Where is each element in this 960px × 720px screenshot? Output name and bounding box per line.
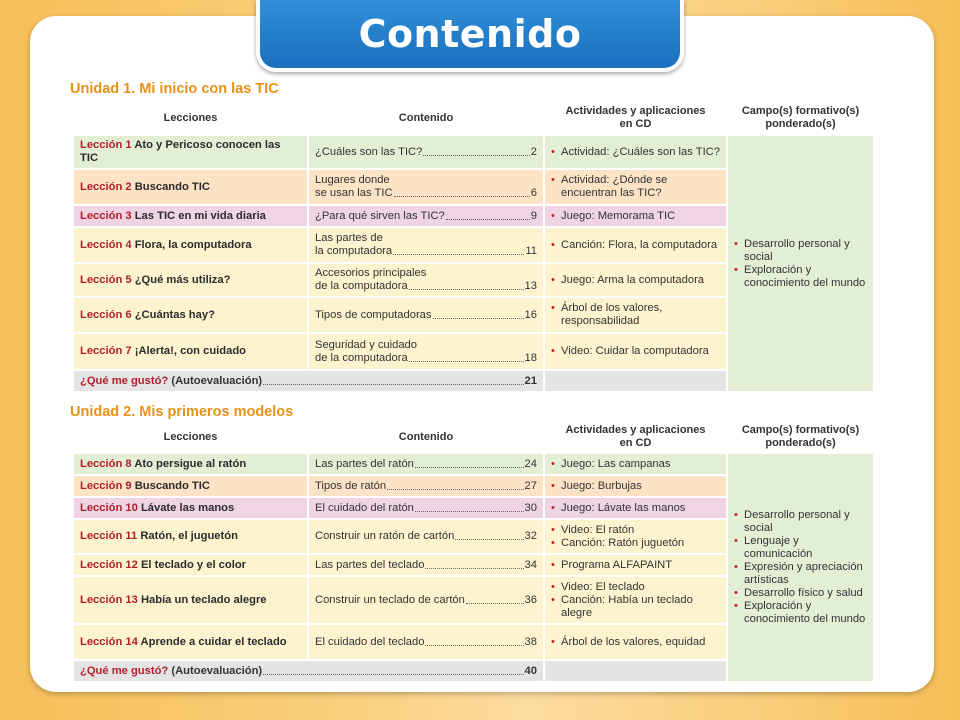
content-text: Las partes de: [315, 232, 383, 244]
autoevaluacion-question: ¿Qué me gustó?: [80, 374, 169, 387]
content-line: [315, 559, 537, 572]
content-cell: [309, 498, 543, 518]
lesson-name: Buscando TIC: [134, 180, 210, 193]
autoevaluacion-label: [80, 665, 262, 678]
header-lecciones: Lecciones: [74, 422, 307, 452]
autoevaluacion-text: (Autoevaluación): [171, 664, 263, 677]
autoevaluacion-empty-cell: [545, 371, 726, 391]
activity-item: • Juego: Memorama TIC: [551, 210, 720, 223]
header-actividades: Actividades y aplicaciones en CD: [545, 422, 726, 452]
lesson-number: Lección 9: [80, 479, 132, 492]
content-cell: [309, 170, 543, 204]
content-cell: [309, 520, 543, 553]
lesson-cell: [74, 206, 307, 226]
content-text: Construir un teclado de cartón: [315, 593, 465, 606]
activity-item: • Juego: Lávate las manos: [551, 502, 720, 515]
lesson-number: Lección 8: [80, 457, 132, 470]
activity-item: • Canción: Había un teclado alegre: [551, 594, 720, 620]
activities-cell: [545, 170, 726, 204]
content-text: Las partes del ratón: [315, 457, 414, 470]
campo-list: [734, 238, 867, 290]
content-cell: [309, 454, 543, 474]
lesson-cell: [74, 498, 307, 518]
lesson-name: Ratón, el juguetón: [140, 530, 238, 542]
leader-dots: [455, 539, 523, 540]
activity-item: • Canción: Flora, la computadora: [551, 239, 720, 252]
activity-item: • Juego: Arma la computadora: [551, 274, 720, 287]
leader-dots: [423, 155, 529, 156]
content-cell: [309, 334, 543, 369]
lesson-name: ¡Alerta!, con cuidado: [134, 345, 246, 357]
content-line: [315, 245, 537, 258]
activities-list: [551, 345, 720, 358]
campo-formativo-cell: [728, 454, 873, 681]
activities-cell: [545, 454, 726, 474]
unit-2-title: Unidad 2. Mis primeros modelos: [70, 404, 294, 420]
lesson-name: Ato y Pericoso conocen las TIC: [80, 139, 281, 164]
activity-item: • Juego: Las campanas: [551, 458, 720, 471]
lesson-number: Lección 12: [80, 558, 138, 571]
activity-item: • Árbol de los valores, responsabilidad: [551, 302, 720, 328]
activity-item: • Actividad: ¿Dónde se encuentran las TIC?: [551, 174, 720, 200]
lesson-cell: [74, 625, 307, 659]
activities-cell: [545, 555, 726, 575]
lesson-name: Aprende a cuidar el teclado: [140, 635, 287, 648]
content-text: Las partes del teclado: [315, 558, 425, 571]
content-text: se usan las TIC: [315, 187, 393, 199]
activities-list: [551, 636, 720, 649]
activities-cell: [545, 228, 726, 262]
campo-list: [734, 509, 867, 626]
leader-dots: [263, 674, 523, 675]
table-row: [74, 454, 873, 474]
leader-dots: [409, 289, 524, 290]
activities-list: [551, 524, 720, 550]
lesson-number: Lección 14: [80, 635, 138, 648]
content-line: [315, 352, 537, 365]
activities-list: [551, 581, 720, 620]
table-row: [74, 136, 873, 168]
content-text: Accesorios principales: [315, 267, 427, 279]
activities-list: [551, 302, 720, 328]
page-number: 16: [524, 308, 537, 321]
content-text: Tipos de ratón: [315, 479, 387, 492]
activities-list: [551, 274, 720, 287]
campo-item: • Exploración y conocimiento del mundo: [734, 264, 867, 290]
unit-2-table: [72, 420, 875, 683]
lesson-name: Ato persigue al ratón: [134, 457, 247, 470]
activities-list: [551, 502, 720, 515]
content-text: de la computadora: [315, 351, 408, 364]
activity-item: • Programa ALFAPAINT: [551, 559, 720, 572]
lesson-cell: [74, 520, 307, 553]
leader-dots: [415, 467, 524, 468]
activity-item: • Canción: Ratón juguetón: [551, 537, 720, 550]
lesson-cell: [74, 476, 307, 496]
page-number: 36: [524, 593, 537, 606]
lesson-number: Lección 13: [80, 593, 138, 606]
content-line: [315, 187, 537, 200]
lesson-cell: [74, 228, 307, 262]
leader-dots: [394, 196, 530, 197]
page-number: 6: [530, 187, 537, 199]
leader-dots: [415, 511, 524, 512]
content-text: Tipos de computadoras: [315, 308, 432, 321]
content-cell: [309, 625, 543, 659]
lesson-name: Las TIC en mi vida diaria: [134, 209, 266, 222]
campo-item: • Desarrollo físico y salud: [734, 587, 867, 600]
activity-item: • Actividad: ¿Cuáles son las TIC?: [551, 146, 720, 159]
activities-cell: [545, 298, 726, 332]
activity-item: • Video: Cuidar la computadora: [551, 345, 720, 358]
content-line: [315, 458, 537, 471]
page-number: 9: [530, 209, 537, 222]
activities-list: [551, 146, 720, 159]
header-lecciones: Lecciones: [74, 102, 307, 134]
activity-item: • Árbol de los valores, equidad: [551, 636, 720, 649]
content-cell: [309, 577, 543, 623]
autoevaluacion-cell: [74, 661, 543, 681]
content-line: [315, 146, 537, 159]
leader-dots: [433, 318, 524, 319]
content-line: [315, 594, 537, 607]
lesson-cell: [74, 577, 307, 623]
content-text: El cuidado del teclado: [315, 635, 425, 648]
unit-1-table: [72, 100, 875, 393]
page-number: 40: [524, 664, 537, 677]
lesson-cell: [74, 454, 307, 474]
lesson-cell: [74, 298, 307, 332]
lesson-name: ¿Cuántas hay?: [134, 308, 215, 321]
lesson-name: Había un teclado alegre: [140, 593, 267, 606]
leader-dots: [409, 361, 524, 362]
lesson-number: Lección 3: [80, 209, 132, 222]
autoevaluacion-line: [80, 375, 537, 388]
activities-list: [551, 480, 720, 493]
leader-dots: [387, 489, 523, 490]
lesson-name: El teclado y el color: [140, 558, 247, 571]
content-text: ¿Cuáles son las TIC?: [315, 145, 423, 158]
activities-cell: [545, 625, 726, 659]
page-number: 24: [524, 457, 537, 470]
lesson-number: Lección 2: [80, 180, 132, 193]
content-text: Construir un ratón de cartón: [315, 530, 455, 542]
page-number: 30: [524, 501, 537, 514]
autoevaluacion-cell: [74, 371, 543, 391]
lesson-name: Buscando TIC: [134, 479, 210, 492]
leader-dots: [263, 384, 523, 385]
page-number: 32: [524, 530, 537, 542]
campo-formativo-cell: [728, 136, 873, 391]
activities-cell: [545, 476, 726, 496]
page-title: Contenido: [358, 12, 582, 56]
content-text: Seguridad y cuidado: [315, 338, 418, 351]
lesson-name: ¿Qué más utiliza?: [134, 273, 231, 286]
header-actividades: Actividades y aplicaciones en CD: [545, 102, 726, 134]
lesson-cell: [74, 555, 307, 575]
activities-cell: [545, 520, 726, 553]
autoevaluacion-label: [80, 375, 262, 388]
content-line: [315, 530, 537, 543]
content-line: [315, 636, 537, 649]
lesson-number: Lección 6: [80, 308, 132, 321]
activities-list: [551, 458, 720, 471]
activities-list: [551, 174, 720, 200]
header-contenido: Contenido: [309, 422, 543, 452]
content-line: [315, 502, 537, 515]
content-line: [315, 210, 537, 223]
activities-list: [551, 559, 720, 572]
content-line: [315, 480, 537, 493]
leader-dots: [425, 568, 523, 569]
activities-cell: [545, 264, 726, 296]
leader-dots: [393, 254, 524, 255]
activities-cell: [545, 577, 726, 623]
lesson-cell: [74, 334, 307, 369]
lesson-cell: [74, 264, 307, 296]
content-cell: [309, 298, 543, 332]
activities-list: [551, 210, 720, 223]
activity-item: • Juego: Burbujas: [551, 480, 720, 493]
content-cell: [309, 228, 543, 262]
content-cell: [309, 555, 543, 575]
header-contenido: Contenido: [309, 102, 543, 134]
autoevaluacion-question: ¿Qué me gustó?: [80, 664, 169, 677]
lesson-number: Lección 4: [80, 238, 132, 251]
lesson-number: Lección 1: [80, 139, 132, 151]
lesson-cell: [74, 136, 307, 168]
content-cell: [309, 136, 543, 168]
page-number: 27: [524, 479, 537, 492]
activities-list: [551, 239, 720, 252]
page-number: 21: [524, 374, 537, 387]
lesson-name: Lávate las manos: [140, 501, 235, 514]
content-text: Lugares donde: [315, 174, 390, 186]
campo-item: • Lenguaje y comunicación: [734, 535, 867, 561]
header-campo: Campo(s) formativo(s) ponderado(s): [728, 422, 873, 452]
content-text: la computadora: [315, 245, 393, 257]
activities-cell: [545, 498, 726, 518]
unit-1-title: Unidad 1. Mi inicio con las TIC: [70, 81, 279, 97]
campo-item: • Expresión y apreciación artísticas: [734, 561, 867, 587]
lesson-number: Lección 7: [80, 345, 132, 357]
page-number: 13: [524, 280, 537, 292]
campo-item: • Exploración y conocimiento del mundo: [734, 600, 867, 626]
content-text: El cuidado del ratón: [315, 501, 414, 514]
page-number: 2: [530, 145, 537, 158]
activity-item: • Video: El teclado: [551, 581, 720, 594]
campo-item: • Desarrollo personal y social: [734, 238, 867, 264]
autoevaluacion-line: [80, 665, 537, 678]
autoevaluacion-text: (Autoevaluación): [171, 374, 263, 387]
activities-cell: [545, 136, 726, 168]
content-line: [315, 309, 537, 322]
page-number: 34: [524, 558, 537, 571]
autoevaluacion-empty-cell: [545, 661, 726, 681]
activities-cell: [545, 334, 726, 369]
activities-cell: [545, 206, 726, 226]
header-campo: Campo(s) formativo(s) ponderado(s): [728, 102, 873, 134]
content-cell: [309, 206, 543, 226]
campo-item: • Desarrollo personal y social: [734, 509, 867, 535]
lesson-number: Lección 11: [80, 530, 138, 542]
title-banner: [256, 0, 684, 72]
lesson-number: Lección 10: [80, 501, 138, 514]
lesson-cell: [74, 170, 307, 204]
lesson-name: Flora, la computadora: [134, 238, 252, 251]
lesson-number: Lección 5: [80, 273, 132, 286]
page-number: 38: [524, 635, 537, 648]
leader-dots: [466, 603, 524, 604]
page-number: 11: [525, 245, 537, 257]
content-text: ¿Para qué sirven las TIC?: [315, 209, 445, 222]
leader-dots: [425, 645, 523, 646]
page-number: 18: [524, 351, 537, 364]
activity-item: • Video: El ratón: [551, 524, 720, 537]
content-cell: [309, 264, 543, 296]
leader-dots: [446, 219, 530, 220]
content-line: [315, 280, 537, 293]
content-text: de la computadora: [315, 280, 408, 292]
content-cell: [309, 476, 543, 496]
